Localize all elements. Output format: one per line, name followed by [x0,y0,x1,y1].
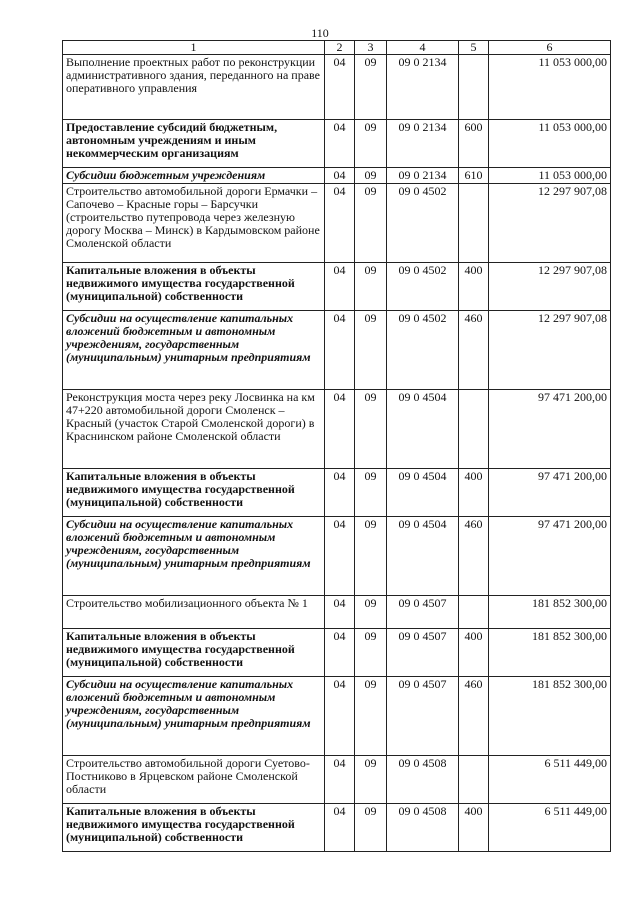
row-amount-cell: 12 297 907,08 [489,184,611,263]
row-amount-cell: 97 471 200,00 [489,390,611,469]
row-section-cell: 04 [325,390,355,469]
table-row [63,390,611,469]
table-row [63,629,611,677]
row-subsection-cell: 09 [355,311,387,390]
table-row [63,311,611,390]
table-row [63,596,611,629]
row-subsection-cell: 09 [355,517,387,596]
row-name-cell: Капитальные вложения в объекты недвижимого имущества государственной (муниципальной) собственности [63,469,325,517]
row-target-article-cell: 09 0 4504 [387,517,459,596]
row-expense-type-cell: 610 [459,168,489,184]
row-expense-type-cell: 400 [459,629,489,677]
row-subsection-cell: 09 [355,629,387,677]
row-name-cell: Субсидии на осуществление капитальных вложений бюджетным и автономным учреждениям, государственным (муниципальным) унитарным предприятиям [63,311,325,390]
row-subsection-cell: 09 [355,263,387,311]
row-section-cell: 04 [325,168,355,184]
row-target-article-cell: 09 0 4507 [387,596,459,629]
row-expense-type-cell [459,596,489,629]
row-expense-type-cell [459,184,489,263]
row-subsection-cell: 09 [355,390,387,469]
table-row [63,120,611,168]
row-subsection-cell: 09 [355,469,387,517]
row-expense-type-cell: 600 [459,120,489,168]
row-expense-type-cell: 400 [459,804,489,852]
row-name-cell: Капитальные вложения в объекты недвижимого имущества государственной (муниципальной) собственности [63,263,325,311]
row-section-cell: 04 [325,596,355,629]
row-target-article-cell: 09 0 4507 [387,629,459,677]
row-section-cell: 04 [325,804,355,852]
table-header-row [63,41,611,55]
row-target-article-cell: 09 0 2134 [387,168,459,184]
row-subsection-cell: 09 [355,120,387,168]
row-target-article-cell: 09 0 2134 [387,55,459,120]
row-amount-cell: 11 053 000,00 [489,168,611,184]
row-subsection-cell: 09 [355,804,387,852]
row-name-cell: Предоставление субсидий бюджетным, автономным учреждениям и иным некоммерческим организациям [63,120,325,168]
table-row [63,517,611,596]
row-amount-cell: 97 471 200,00 [489,517,611,596]
table-row [63,756,611,804]
row-expense-type-cell [459,55,489,120]
row-expense-type-cell: 400 [459,263,489,311]
row-expense-type-cell: 460 [459,677,489,756]
header-col-3: 3 [355,41,387,55]
table-row [63,804,611,852]
row-expense-type-cell: 460 [459,517,489,596]
row-name-cell: Строительство автомобильной дороги Суетово-Постниково в Ярцевском районе Смоленской области [63,756,325,804]
row-subsection-cell: 09 [355,756,387,804]
row-amount-cell: 181 852 300,00 [489,629,611,677]
page-number: 110 [311,26,329,40]
header-col-4: 4 [387,41,459,55]
row-subsection-cell: 09 [355,677,387,756]
row-amount-cell: 12 297 907,08 [489,263,611,311]
row-section-cell: 04 [325,629,355,677]
header-col-1: 1 [63,41,325,55]
row-name-cell: Реконструкция моста через реку Лосвинка на км 47+220 автомобильной дороги Смоленск – Красный (участок Старой Смоленской дороги) в Краснинском районе Смоленской области [63,390,325,469]
header-col-5: 5 [459,41,489,55]
row-section-cell: 04 [325,677,355,756]
row-name-cell: Строительство автомобильной дороги Ермачки – Сапочево – Красные горы – Барсучки (строительство путепровода через железную дорогу Москва – Минск) в Кардымовском районе Смоленской области [63,184,325,263]
row-section-cell: 04 [325,263,355,311]
row-section-cell: 04 [325,469,355,517]
row-section-cell: 04 [325,55,355,120]
row-name-cell: Капитальные вложения в объекты недвижимого имущества государственной (муниципальной) собственности [63,804,325,852]
table-row [63,677,611,756]
row-amount-cell: 181 852 300,00 [489,677,611,756]
table-row [63,469,611,517]
row-name-cell: Строительство мобилизационного объекта № 1 [63,596,325,629]
row-amount-cell: 6 511 449,00 [489,804,611,852]
row-target-article-cell: 09 0 4502 [387,311,459,390]
row-section-cell: 04 [325,311,355,390]
row-name-cell: Выполнение проектных работ по реконструкции административного здания, переданного на праве оперативного управления [63,55,325,120]
row-expense-type-cell: 460 [459,311,489,390]
table-row [63,55,611,120]
row-expense-type-cell [459,756,489,804]
row-name-cell: Субсидии бюджетным учреждениям [63,168,325,184]
row-name-cell: Субсидии на осуществление капитальных вложений бюджетным и автономным учреждениям, государственным (муниципальным) унитарным предприятиям [63,517,325,596]
row-section-cell: 04 [325,120,355,168]
row-expense-type-cell [459,390,489,469]
row-target-article-cell: 09 0 4508 [387,804,459,852]
row-target-article-cell: 09 0 4502 [387,184,459,263]
header-col-2: 2 [325,41,355,55]
header-col-6: 6 [489,41,611,55]
row-amount-cell: 6 511 449,00 [489,756,611,804]
row-section-cell: 04 [325,756,355,804]
row-amount-cell: 97 471 200,00 [489,469,611,517]
row-subsection-cell: 09 [355,55,387,120]
row-subsection-cell: 09 [355,168,387,184]
row-target-article-cell: 09 0 4508 [387,756,459,804]
row-subsection-cell: 09 [355,596,387,629]
table-row [63,168,611,184]
row-section-cell: 04 [325,517,355,596]
row-target-article-cell: 09 0 4504 [387,390,459,469]
row-amount-cell: 181 852 300,00 [489,596,611,629]
row-subsection-cell: 09 [355,184,387,263]
row-expense-type-cell: 400 [459,469,489,517]
row-target-article-cell: 09 0 2134 [387,120,459,168]
row-section-cell: 04 [325,184,355,263]
row-target-article-cell: 09 0 4504 [387,469,459,517]
row-name-cell: Субсидии на осуществление капитальных вложений бюджетным и автономным учреждениям, государственным (муниципальным) унитарным предприятиям [63,677,325,756]
row-target-article-cell: 09 0 4502 [387,263,459,311]
row-name-cell: Капитальные вложения в объекты недвижимого имущества государственной (муниципальной) собственности [63,629,325,677]
row-target-article-cell: 09 0 4507 [387,677,459,756]
table-row [63,263,611,311]
row-amount-cell: 12 297 907,08 [489,311,611,390]
row-amount-cell: 11 053 000,00 [489,120,611,168]
row-amount-cell: 11 053 000,00 [489,55,611,120]
table-row [63,184,611,263]
budget-table [62,40,611,852]
